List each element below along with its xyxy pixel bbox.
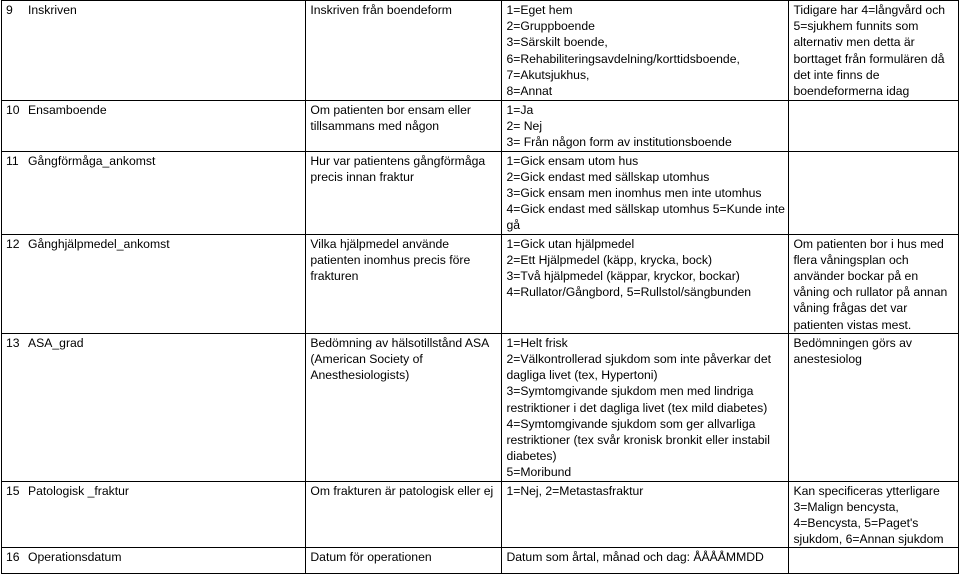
code-line: 1=Nej, 2=Metastasfraktur xyxy=(506,483,644,498)
code-line: 2= Nej xyxy=(506,119,543,134)
description: Vilka hjälpmedel använde patienten inomhus precis före frakturen xyxy=(310,236,471,284)
comment-cell xyxy=(789,151,959,234)
comment: Om patienten bor i hus med flera våningsplan och använder bockar på en våning och rullator på annan våning frågas det var patienten vistas mest. xyxy=(793,236,948,332)
description: Hur var patientens gångförmåga precis innan fraktur xyxy=(310,153,486,184)
row-number: 9 xyxy=(6,3,13,17)
variable-name-cell xyxy=(2,1,306,101)
variable-name: Operationsdatum xyxy=(28,550,122,565)
comment-cell xyxy=(789,1,959,101)
code-line: 3=Två hjälpmedel (käppar, kryckor, bockar) xyxy=(506,269,740,284)
codes-cell xyxy=(502,101,789,152)
code-line: 4=Symtomgivande sjukdom som ger allvarliga xyxy=(506,416,756,431)
variable-name-cell xyxy=(2,481,306,548)
comment: Bedömningen görs av anestesiolog xyxy=(793,335,913,367)
code-line: 3= Från någon form av institutionsboende xyxy=(506,135,732,150)
code-line: 2=Ett Hjälpmedel (käpp, krycka, bock) xyxy=(506,252,713,267)
description-cell xyxy=(306,234,502,333)
description: Om frakturen är patologisk eller ej xyxy=(310,483,494,498)
code-line: 2=Gruppboende xyxy=(506,19,595,34)
row-number: 11 xyxy=(6,153,19,168)
table-row xyxy=(2,1,959,101)
description: Bedömning av hälsotillstånd ASA (American Society of Anesthesiologists) xyxy=(310,335,489,383)
code-line: restriktioner i det dagliga livet (tex mild diabetes) xyxy=(506,400,768,415)
variable-name: Patologisk _fraktur xyxy=(28,483,129,498)
description: Om patienten bor ensam eller tillsammans med någon xyxy=(310,103,471,134)
description-cell xyxy=(306,101,502,152)
code-line: 3=Särskilt boende, xyxy=(506,35,608,50)
codes-cell xyxy=(502,151,789,234)
comment: Kan specificeras ytterligare 3=Malign bencysta, 4=Bencysta, 5=Paget's sjukdom, 6=Annan sjukdom xyxy=(793,483,944,547)
table-row xyxy=(2,234,959,333)
comment-cell xyxy=(789,333,959,481)
code-line: diabetes) xyxy=(506,449,557,464)
code-line: 3=Symtomgivande sjukdom men med lindriga xyxy=(506,384,754,399)
description-cell xyxy=(306,151,502,234)
code-line: dagliga livet (tex, Hypertoni) xyxy=(506,368,658,383)
code-line: 2=Välkontrollerad sjukdom som inte påverkar det xyxy=(506,352,771,367)
codes-cell xyxy=(502,481,789,548)
variable-name: Ensamboende xyxy=(28,103,107,117)
comment-cell xyxy=(789,481,959,548)
code-line: Datum som årtal, månad och dag: ÅÅÅÅMMDD xyxy=(506,550,764,565)
row-number: 12 xyxy=(6,236,20,251)
code-line: 4=Rullator/Gångbord, 5=Rullstol/sängbunden xyxy=(506,285,752,300)
row-number: 13 xyxy=(6,335,20,350)
table-row xyxy=(2,548,959,574)
code-line: restriktioner (tex svår kronisk bronkit eller instabil xyxy=(506,433,770,448)
variable-name-cell xyxy=(2,101,306,152)
comment-cell xyxy=(789,548,959,574)
row-number: 15 xyxy=(6,483,20,498)
table-row xyxy=(2,151,959,234)
code-line: 1=Eget hem xyxy=(506,3,573,17)
variable-table xyxy=(1,0,959,574)
variable-name-cell xyxy=(2,151,306,234)
code-line: 1=Helt frisk xyxy=(506,335,568,350)
codes-cell xyxy=(502,234,789,333)
code-line: 1=Gick ensam utom hus xyxy=(506,153,639,168)
comment-cell xyxy=(789,101,959,152)
description-cell xyxy=(306,481,502,548)
table-row xyxy=(2,101,959,152)
code-line: 1=Gick utan hjälpmedel xyxy=(506,236,635,251)
comment: Tidigare har 4=långvård och 5=sjukhem funnits som alternativ men detta är borttaget från formulären då det inte finns de boendeformerna idag xyxy=(793,3,946,99)
variable-name-cell xyxy=(2,548,306,574)
code-line: 6=Rehabiliteringsavdelning/korttidsboende, xyxy=(506,51,740,66)
code-line: 3=Gick ensam men inomhus men inte utomhus xyxy=(506,186,762,201)
variable-name-cell xyxy=(2,333,306,481)
codes-cell xyxy=(502,548,789,574)
variable-name: Inskriven xyxy=(28,3,77,17)
description-cell xyxy=(306,548,502,574)
description-cell xyxy=(306,333,502,481)
row-number: 16 xyxy=(6,550,20,565)
description: Inskriven från boendeform xyxy=(310,3,452,17)
description: Datum för operationen xyxy=(310,550,432,565)
codes-cell xyxy=(502,333,789,481)
variable-name-cell xyxy=(2,234,306,333)
variable-name: Gångförmåga_ankomst xyxy=(28,153,156,168)
row-number: 10 xyxy=(6,103,20,117)
description-cell xyxy=(306,1,502,101)
variable-name: Gånghjälpmedel_ankomst xyxy=(28,236,170,251)
code-line: 2=Gick endast med sällskap utomhus xyxy=(506,169,710,184)
code-line: 8=Annat xyxy=(506,84,553,99)
variable-name: ASA_grad xyxy=(28,335,84,350)
table-row xyxy=(2,333,959,481)
code-line: 5=Moribund xyxy=(506,465,572,480)
comment-cell xyxy=(789,234,959,333)
code-line: 1=Ja xyxy=(506,103,534,117)
code-line: 7=Akutsjukhus, xyxy=(506,67,590,82)
codes-cell xyxy=(502,1,789,101)
code-line: gå xyxy=(506,218,521,233)
table-row xyxy=(2,481,959,548)
code-line: 4=Gick endast med sällskap utomhus 5=Kunde inte xyxy=(506,202,785,217)
